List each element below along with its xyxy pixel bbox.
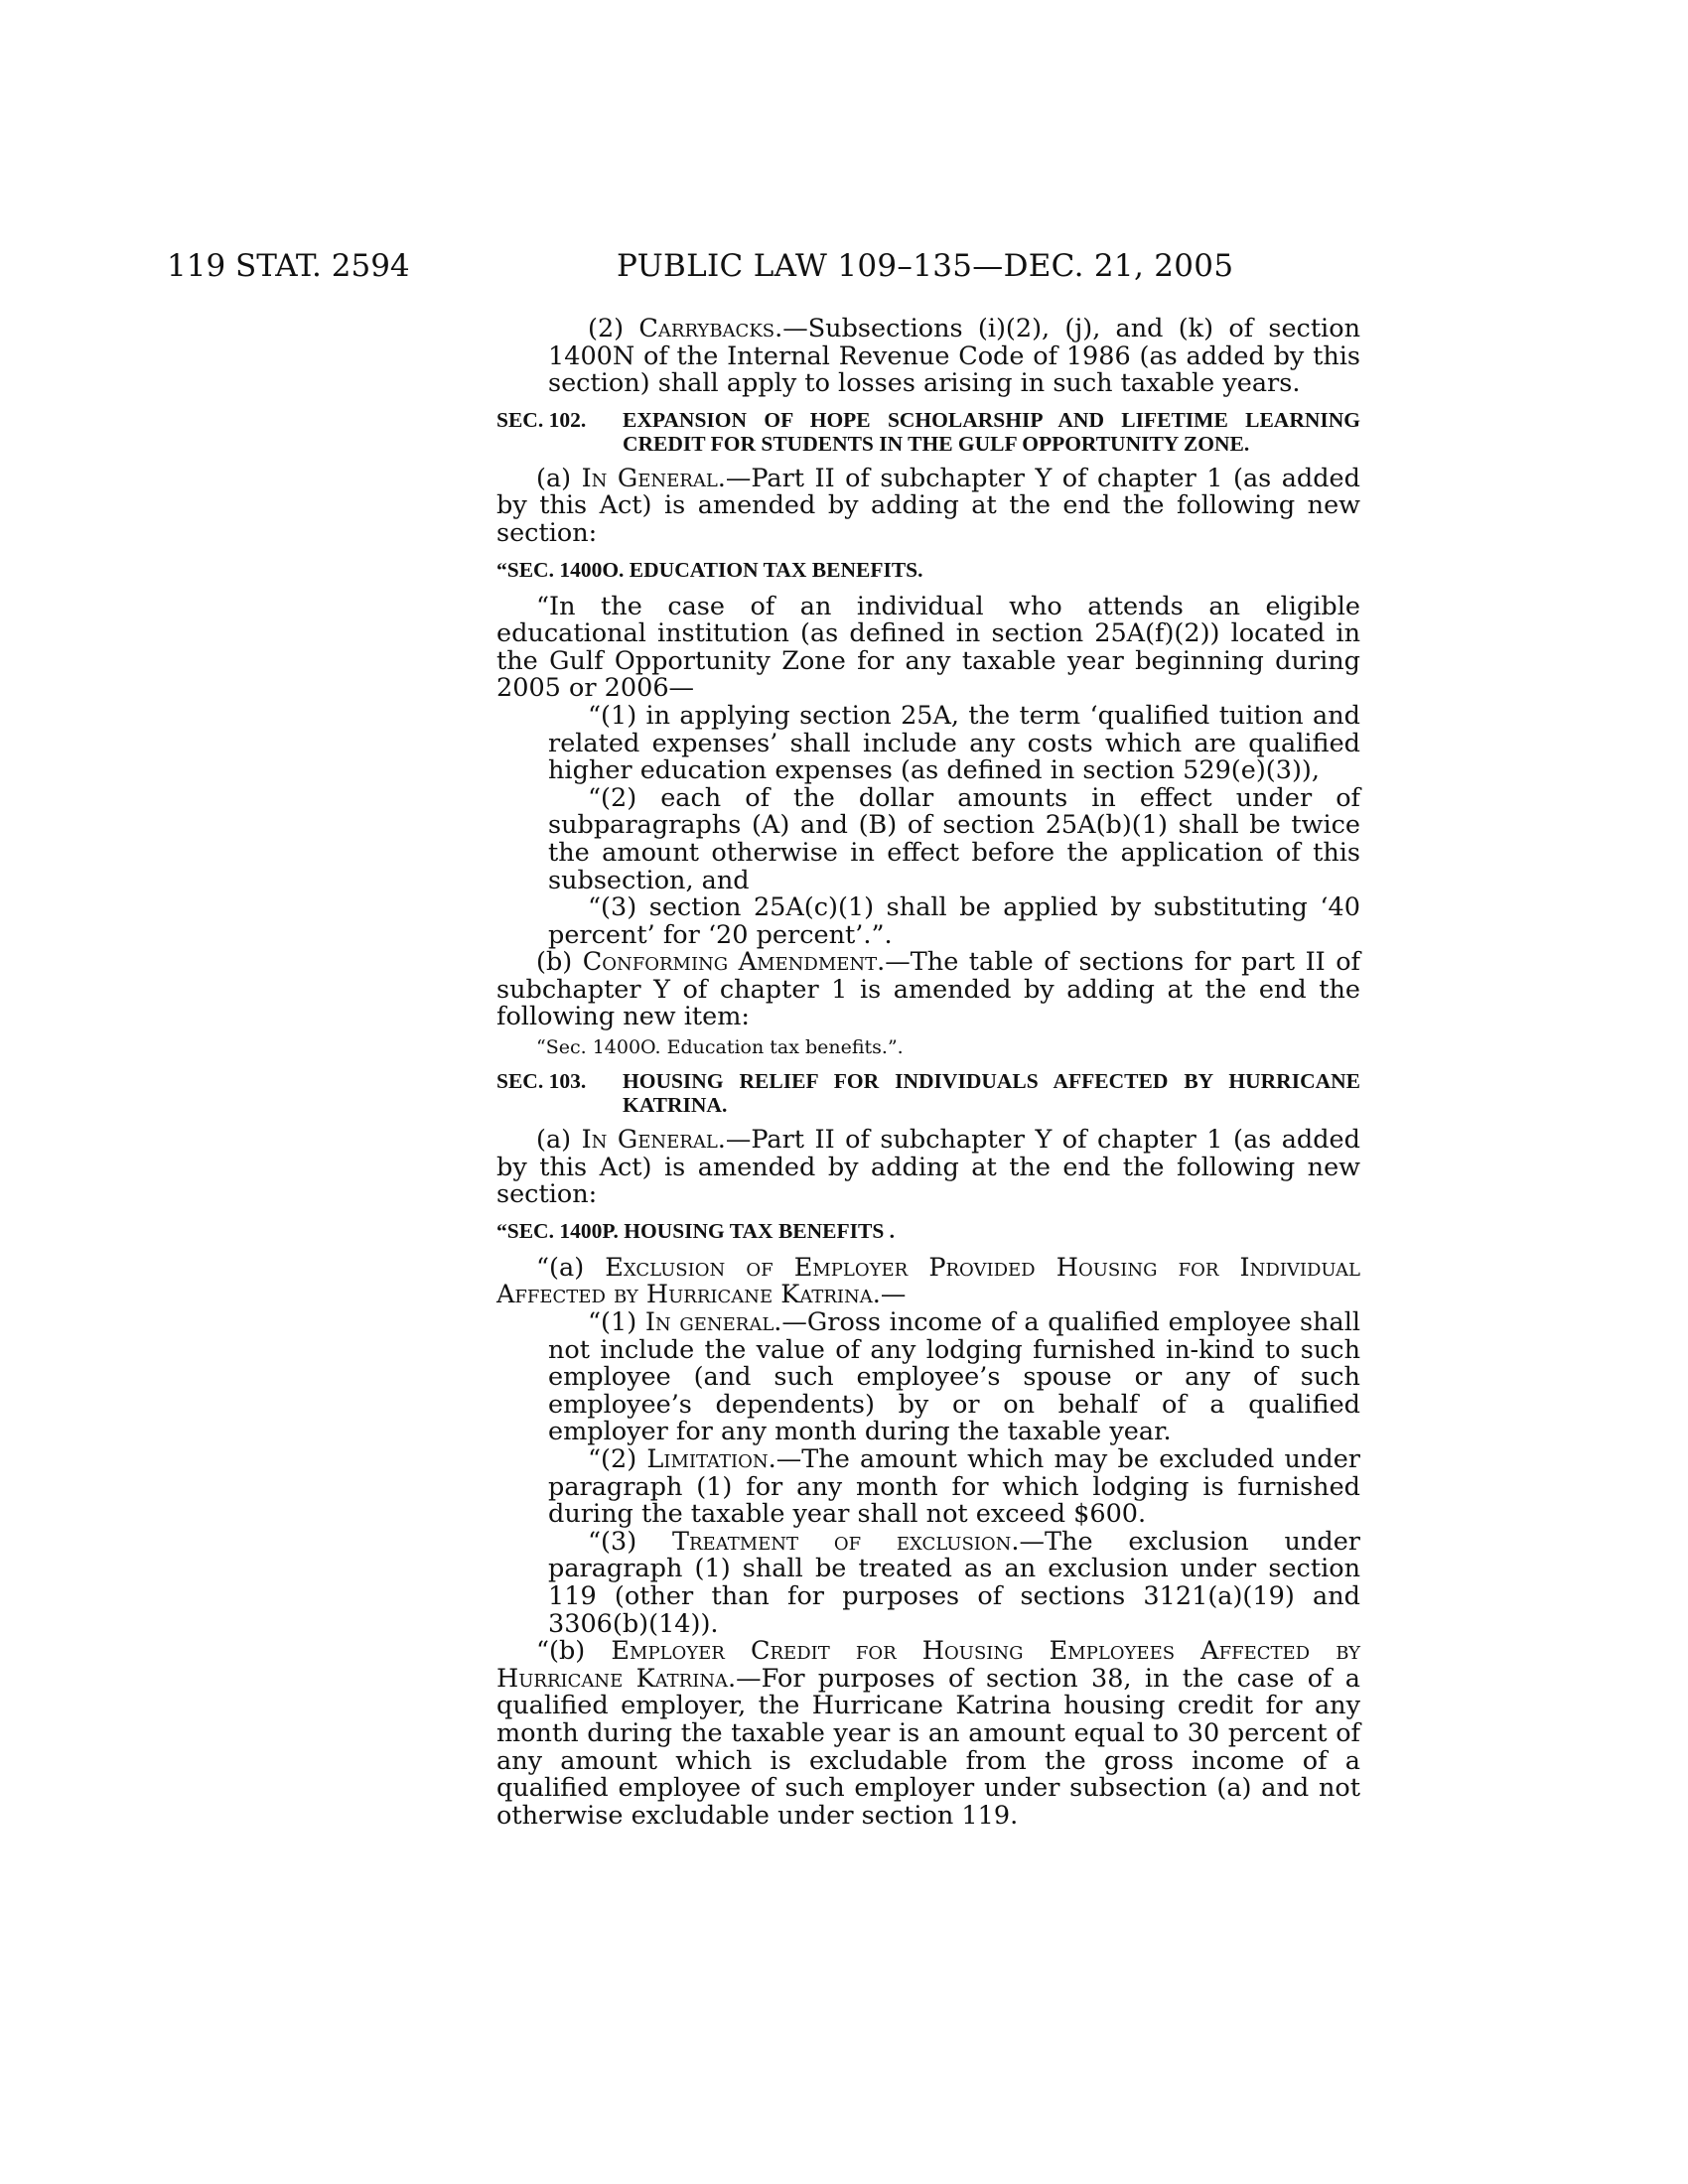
paragraph-heading: In general. [644,1307,782,1338]
paragraph-1400o-2: “(2) each of the dollar amounts in effect under of subparagraphs (A) and (B) of section 25A(b)(1) shall be twice the amount otherwise in effect before the application of this subsection, and [548,782,1360,895]
paragraph-1400p-a2: “(2) Limitation.—The amount which may be excluded under paragraph (1) for any month for which lodging is furnished during the taxable year shall not exceed $600. [548,1444,1360,1530]
paragraph-1400p-a3: “(3) Treatment of exclusion.—The exclusion under paragraph (1) shall be treated as an exclusion under section 119 (other than for purposes of sections 3121(a)(19) and 3306(b)(14)). [548,1526,1360,1639]
paragraph-1400o-intro: “In the case of an individual who attends an eligible educational institution (as defined in section 25A(f)(2)) located in the Gulf Opportunity Zone for any taxable year beginning during 2005 or 2006— [496,591,1360,704]
paragraph-heading: In General. [581,463,726,493]
paragraph-103a: (a) In General.—Part II of subchapter Y of chapter 1 (as added by this Act) is amended by adding at the end the following new section: [496,1125,1360,1210]
paragraph-1400o-3: “(3) section 25A(c)(1) shall be applied by substituting ‘40 percent’ for ‘20 percent’.”. [548,892,1360,950]
paragraph-heading: Exclusion of Employer Provided Housing for Individual Affected by Hurricane Katrina. [496,1252,1360,1310]
statute-page-number: 119 STAT. 2594 [167,248,410,284]
paragraph-1400p-a1: “(1) In general.—Gross income of a qualified employee shall not include the value of any lodging furnished in-kind to such employee (and such employee’s spouse or any of such employee’s dependents) by or on behalf of a qualified employer for any month during the taxable year. [548,1307,1361,1447]
document-body [496,316,1360,1830]
section-number: SEC. 103. [496,1069,587,1094]
section-1400o-heading: “SEC. 1400O. EDUCATION TAX BENEFITS. [496,557,923,582]
section-1400p-heading: “SEC. 1400P. HOUSING TAX BENEFITS . [496,1218,896,1243]
paragraph-1400o-1: “(1) in applying section 25A, the term ‘qualified tuition and related expenses’ shall include any costs which are qualified higher education expenses (as defined in section 529(e)(3)), [548,700,1360,786]
section-103-heading [496,1069,1360,1117]
table-of-sections-item: “Sec. 1400O. Education tax benefits.”. [536,1036,904,1059]
paragraph-heading: Employer Credit for Housing Employees Affected by Hurricane Katrina. [496,1636,1360,1694]
paragraph-heading: In General. [581,1125,726,1156]
paragraph-102b: (b) Conforming Amendment.—The table of sections for part II of subchapter Y of chapter 1 is amended by adding at the end the following new item: [496,947,1360,1032]
section-title: EXPANSION OF HOPE SCHOLARSHIP AND LIFETIME LEARNING CREDIT FOR STUDENTS IN THE GULF OPPORTUNITY ZONE. [623,407,1360,456]
paragraph-heading: Limitation. [646,1444,776,1474]
section-title: HOUSING RELIEF FOR INDIVIDUALS AFFECTED BY HURRICANE KATRINA. [623,1069,1360,1118]
paragraph-heading: Treatment of exclusion. [671,1526,1020,1557]
paragraph-heading: Carrybacks. [638,314,783,343]
section-102-heading [496,408,1360,456]
public-law-title: PUBLIC LAW 109–135—DEC. 21, 2005 [617,248,1234,284]
section-number: SEC. 102. [496,407,587,432]
paragraph-102a: (a) In General.—Part II of subchapter Y of chapter 1 (as added by this Act) is amended by adding at the end the following new section: [496,463,1360,548]
paragraph-heading: Conforming Amendment. [582,947,886,978]
paragraph-1400p-b: “(b) Employer Credit for Housing Employees Affected by Hurricane Katrina.—For purposes of section 38, in the case of a qualified employer, the Hurricane Katrina housing credit for any month during the taxable year is an amount equal to 30 percent of any amount which is excludable from the gross income of a qualified employee of such employer under subsection (a) and not otherwise excludable under section 119. [496,1636,1360,1831]
paragraph-1400p-a: “(a) Exclusion of Employer Provided Housing for Individual Affected by Hurricane Katrina.— [496,1252,1360,1310]
paragraph-carrybacks: (2) Carrybacks.—Subsections (i)(2), (j), and (k) of section 1400N of the Internal Revenue Code of 1986 (as added by this section) shall apply to losses arising in such taxable years. [548,314,1360,399]
